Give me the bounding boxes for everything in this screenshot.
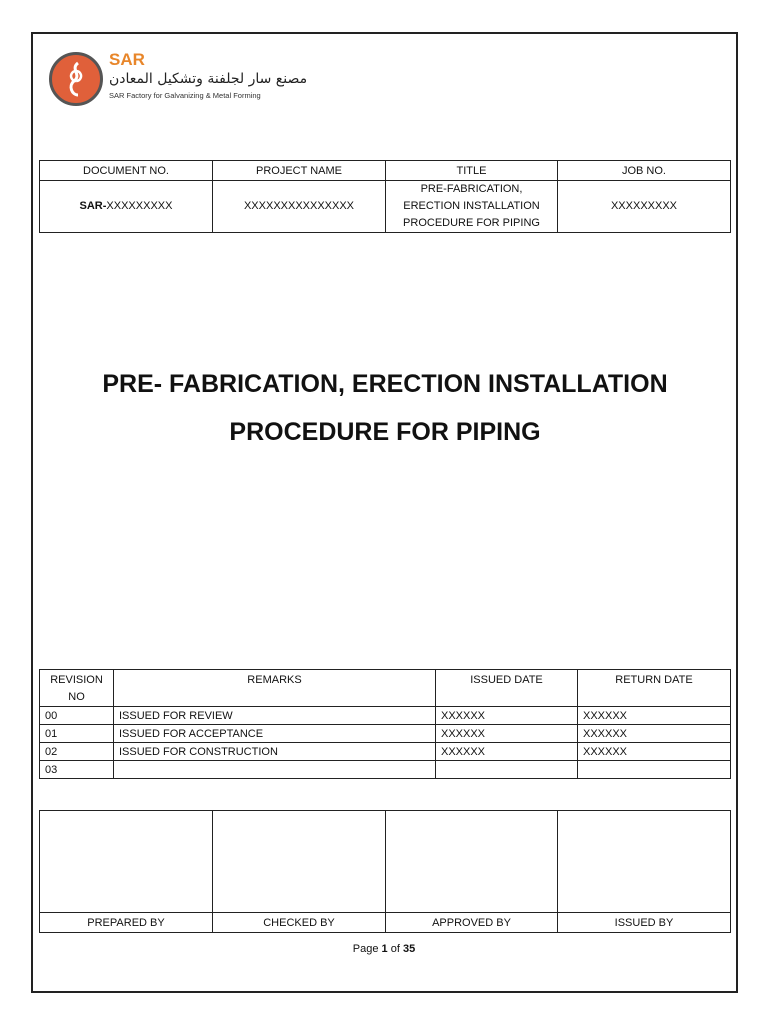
remarks: ISSUED FOR REVIEW [114,707,436,725]
issued-date: XXXXXX [436,743,578,761]
title-line: PRE-FABRICATION, [420,183,523,195]
total-pages: 35 [402,943,416,955]
project-name-cell: XXXXXXXXXXXXXXX [213,181,386,233]
doc-no: XXXXXXXXX [106,200,173,212]
logo-emblem-icon [49,52,103,106]
page-number [0,943,768,955]
issued-date: XXXXXX [436,725,578,743]
rev-no: 02 [40,743,114,761]
remarks: ISSUED FOR ACCEPTANCE [114,725,436,743]
header-remarks: REMARKS [114,670,436,707]
page-prefix: Page [352,943,382,955]
logo-tagline: SAR Factory for Galvanizing & Metal Forming [109,91,261,100]
title-line: PROCEDURE FOR PIPING [403,217,540,229]
header-title: TITLE [386,161,558,181]
header-document-no: DOCUMENT NO. [40,161,213,181]
header-return-date: RETURN DATE [578,670,731,707]
title-line: ERECTION INSTALLATION [403,200,540,212]
issued-by-signature [558,811,731,913]
header-revision-no: REVISION NO [40,670,114,707]
document-title-line-2: PROCEDURE FOR PIPING [229,418,541,446]
remarks [114,761,436,779]
document-title [40,360,730,456]
document-no-cell [40,181,213,233]
table-row [40,725,731,743]
logo-name: SAR [109,50,145,69]
rev-no: 01 [40,725,114,743]
return-date: XXXXXX [578,725,731,743]
table-row [40,743,731,761]
page-of: of [387,943,403,955]
document-title-line-1: PRE- FABRICATION, ERECTION INSTALLATION [102,370,668,398]
rev-no: 00 [40,707,114,725]
job-no-cell: XXXXXXXXX [558,181,731,233]
return-date [578,761,731,779]
company-logo [49,50,308,106]
current-page: 1 [381,943,388,955]
issued-by-label: ISSUED BY [558,913,731,933]
issued-date: XXXXXX [436,707,578,725]
issued-date [436,761,578,779]
revision-table [39,669,731,779]
prepared-by-label: PREPARED BY [40,913,213,933]
title-cell [386,181,558,233]
approved-by-signature [386,811,558,913]
header-project-name: PROJECT NAME [213,161,386,181]
logo-text [109,50,307,101]
table-row [40,761,731,779]
logo-arabic: مصنع سار لجلفنة وتشكيل المعادن [109,71,308,87]
table-row [40,707,731,725]
return-date: XXXXXX [578,707,731,725]
checked-by-signature [213,811,386,913]
header-issued-date: ISSUED DATE [436,670,578,707]
return-date: XXXXXX [578,743,731,761]
doc-prefix: SAR- [79,200,107,212]
approved-by-label: APPROVED BY [386,913,558,933]
signature-table [39,810,731,933]
document-info-table [39,160,731,233]
checked-by-label: CHECKED BY [213,913,386,933]
header-job-no: JOB NO. [558,161,731,181]
remarks: ISSUED FOR CONSTRUCTION [114,743,436,761]
prepared-by-signature [40,811,213,913]
rev-no: 03 [40,761,114,779]
